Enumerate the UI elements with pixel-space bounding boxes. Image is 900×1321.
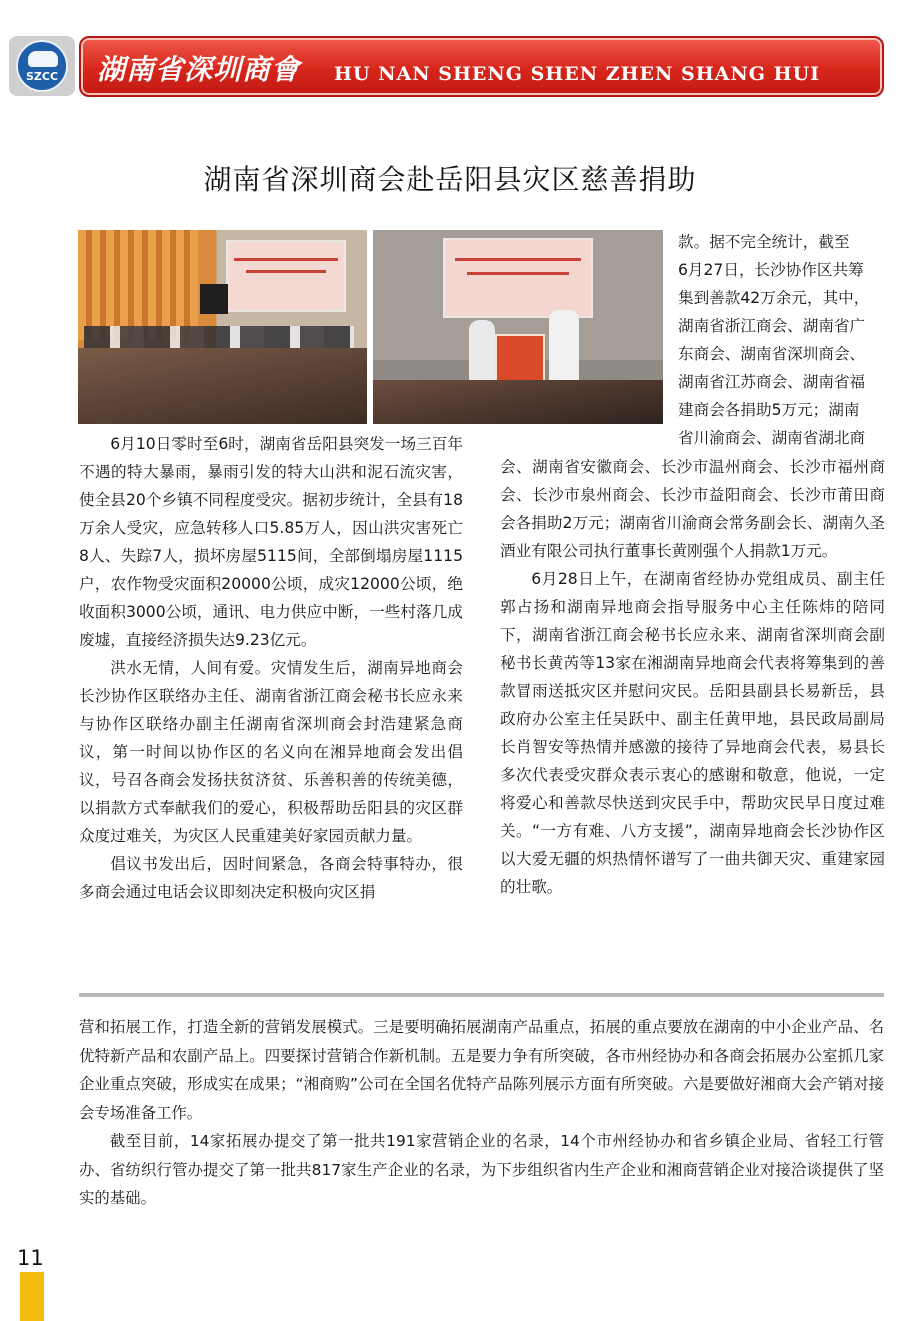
photo-donation-ceremony — [373, 230, 663, 424]
banner-title-en: HU NAN SHENG SHEN ZHEN SHANG HUI — [334, 63, 821, 85]
page-accent-bar — [20, 1272, 44, 1321]
bull-icon — [28, 51, 58, 67]
paragraph: 营和拓展工作，打造全新的营销发展模式。三是要明确拓展湖南产品重点，拓展的重点要放在湖南的中小企业产品、名优特新产品和农副产品上。四要探讨营销合作新机制。五是要力争有所突破，各市州经协办和各商会拓展办公室抓几家企业重点突破，形成实在成果；“湘商购”公司在全国名优特产品陈列展示方面有所突破。六是要做好湘商大会产销对接会专场准备工作。 — [79, 1018, 884, 1122]
photo-meeting — [78, 230, 367, 424]
paragraph: 倡议书发出后，因时间紧急，各商会特事特办，很多商会通过电话会议即刻决定积极向灾区捐 — [79, 855, 463, 901]
photo-projector-screen — [443, 238, 593, 318]
paragraph: 6月28日上午，在湖南省经协办党组成员、副主任郭占扬和湖南异地商会指导服务中心主任陈炜的陪同下，湖南省浙江商会秘书长应永来、湖南省深圳商会副秘书长黄芮等13家在湘湖南异地商会代表将筹集到的善款冒雨送抵灾区并慰问灾民。岳阳县副县长易新岳，县政府办公室主任吴跃中、副主任黄甲地，县民政局副局长肖智安等热情并感激的接待了异地商会代表，易县长多次代表受灾群众表示衷心的感谢和敬意，他说，一定将爱心和善款尽快送到灾民手中，帮助灾民早日度过难关。“一方有难、八方支援”，湖南异地商会长沙协作区以大爱无疆的炽热情怀谱写了一曲共御天灾、重建家园的壮歌。 — [500, 570, 885, 896]
article-left-column — [79, 430, 463, 906]
photo-table — [78, 348, 367, 424]
article-right-column — [500, 453, 885, 901]
header-banner — [79, 36, 884, 97]
paragraph: 6月10日零时至6时，湖南省岳阳县突发一场三百年不遇的特大暴雨，暴雨引发的特大山洪和泥石流灾害，使全县20个乡镇不同程度受灾。据初步统计，全县有18万余人受灾，应急转移人口5.85万人，因山洪灾害死亡8人、失踪7人，损坏房屋5115间，全部倒塌房屋1115户，农作物受灾面积20000公顷，成灾12000公顷，绝收面积3000公顷，通讯、电力供应中断，一些村落几成废墟，直接经济损失达9.23亿元。 — [79, 435, 463, 649]
photo-projector-screen — [226, 240, 346, 312]
logo-box — [9, 36, 75, 96]
paragraph: 截至目前，14家拓展办提交了第一批共191家营销企业的名录，14个市州经协办和省乡镇企业局、省轻工行管办、省纺织行管办提交了第一批共817家生产企业的名录，为下步组织省内生产企业和湘商营销企业对接洽谈提供了坚实的基础。 — [79, 1132, 884, 1207]
photo-table — [373, 380, 663, 424]
photo-tv — [200, 284, 228, 314]
text-line: 湖南省江苏商会、湖南省福 — [678, 373, 866, 391]
banner-title-cn: 湖南省深圳商會 — [97, 53, 301, 86]
paragraph: 会、湖南省安徽商会、长沙市温州商会、长沙市福州商会、长沙市泉州商会、长沙市益阳商会、长沙市莆田商会各捐助2万元；湖南省川渝商会常务副会长、湖南久圣酒业有限公司执行董事长黄刚强个人捐款1万元。 — [500, 458, 885, 560]
paragraph: 洪水无情，人间有爱。灾情发生后，湖南异地商会长沙协作区联络办主任、湖南省浙江商会秘书长应永来与协作区联络办副主任湖南省深圳商会封浩建紧急商议，第一时间以协作区的名义向在湘异地商会发出倡议，号召各商会发扬扶贫济贫、乐善积善的传统美德，以捐款方式奉献我们的爱心，积极帮助岳阳县的灾区群众度过难关，为灾区人民重建美好家园贡献力量。 — [79, 659, 463, 845]
article-right-top — [678, 228, 885, 452]
text-line: 省川渝商会、湖南省湖北商 — [678, 429, 866, 447]
logo-text: SZCC — [25, 70, 59, 83]
text-line: 集到善款42万余元，其中， — [678, 289, 870, 307]
lower-article — [79, 1013, 884, 1213]
page-number: 11 — [17, 1246, 44, 1270]
text-line: 东商会、湖南省深圳商会、 — [678, 345, 866, 363]
section-divider — [79, 993, 884, 997]
article-title: 湖南省深圳商会赴岳阳县灾区慈善捐助 — [203, 163, 697, 196]
text-line: 6月27日，长沙协作区共筹 — [678, 261, 864, 279]
photo-curtain — [78, 230, 198, 340]
szcc-logo-icon — [16, 40, 68, 92]
text-line: 建商会各捐助5万元；湖南 — [678, 401, 860, 419]
text-line: 湖南省浙江商会、湖南省广 — [678, 317, 866, 335]
text-line: 款。据不完全统计，截至 — [678, 233, 850, 251]
